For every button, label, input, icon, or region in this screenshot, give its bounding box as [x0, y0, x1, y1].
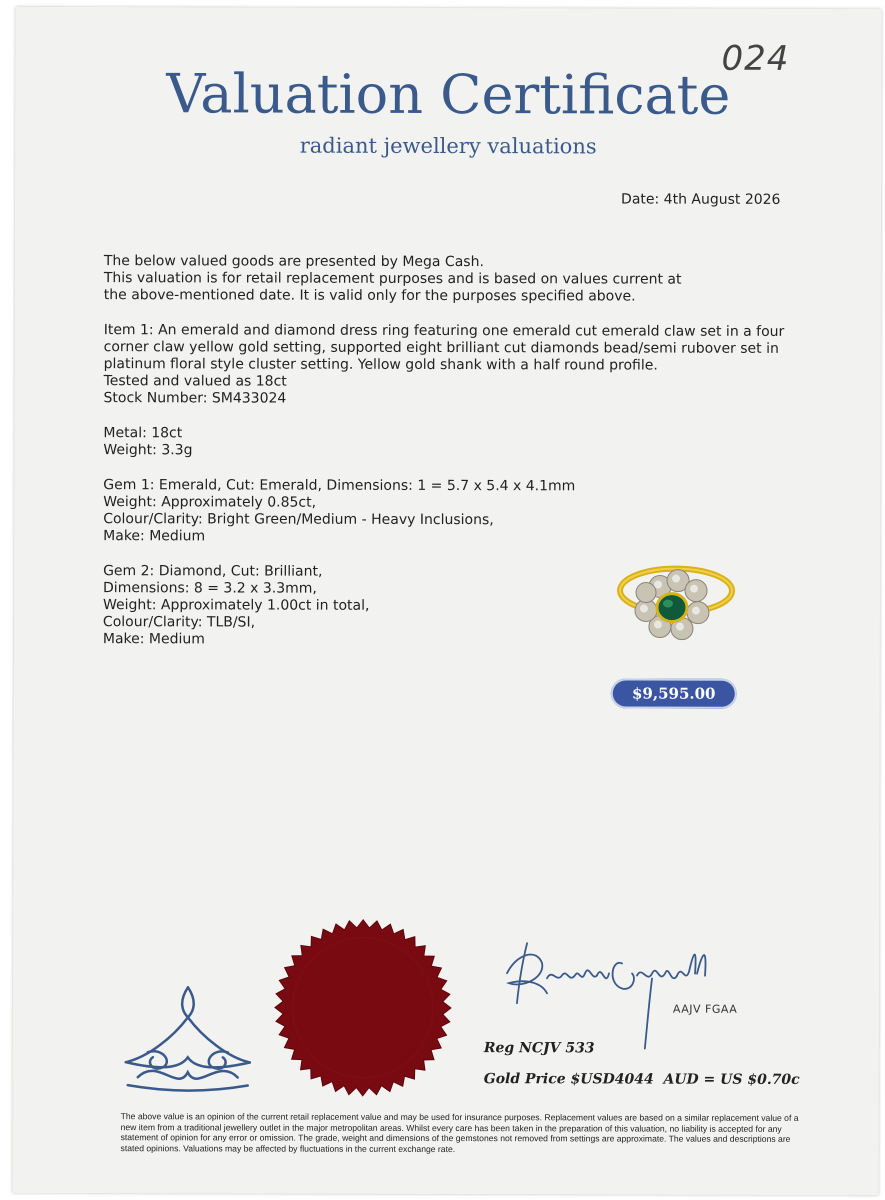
valuation-price-badge: $9,595.00 — [611, 678, 737, 708]
gem1-line: Gem 1: Emerald, Cut: Emerald, Dimensions: 1 = 5.7 x 5.4 x 4.1mm — [103, 477, 576, 495]
item-line: platinum floral style cluster setting. Yellow gold shank with a half round profile. — [103, 356, 658, 374]
intro-line: the above-mentioned date. It is valid only for the purposes specified above. — [103, 287, 636, 305]
intro-line: This valuation is for retail replacement purposes and is based on values current at — [103, 270, 682, 288]
gem1-line: Colour/Clarity: Bright Green/Medium - Heavy Inclusions, — [103, 511, 494, 529]
gem2-line: Dimensions: 8 = 3.2 x 3.3mm, — [103, 580, 317, 597]
item-line: Item 1: An emerald and diamond dress ring featuring one emerald cut emerald claw set in a four — [103, 322, 785, 340]
signatory-qualifications: AAJV FGAA — [672, 1002, 738, 1016]
wax-seal-icon — [273, 918, 453, 1098]
stock-number: Stock Number: SM433024 — [103, 390, 287, 407]
certificate-sheet — [12, 7, 881, 1195]
gem2-line: Colour/Clarity: TLB/SI, — [102, 614, 256, 631]
gem1-line: Make: Medium — [103, 528, 206, 545]
valuation-date: Date: 4th August 2026 — [621, 191, 781, 208]
disclaimer-text: The above value is an opinion of the current retail replacement value and may be used for insurance purposes. Replacement values are based on a similar replacement value of a new item from a traditional jewellery outlet in the major metropolitan areas. Whilst every care has been taken in the preparation of this valuation, no liability is accepted for any statement of opinion for any error or omission. The grade, weight and dimensions of the gemstones not removed from settings are approximate. The values and descriptions are stated opinions. Valuations may be affected by fluctuations in the current exchange rate. — [120, 1111, 799, 1154]
gem2-line: Gem 2: Diamond, Cut: Brilliant, — [103, 563, 323, 580]
gem2-line: Weight: Approximately 1.00ct in total, — [102, 597, 370, 614]
intro-paragraph — [104, 253, 794, 306]
gem2-line: Make: Medium — [102, 631, 205, 648]
item-line: corner claw yellow gold setting, supported eight brilliant cut diamonds bead/semi rubover set in — [103, 339, 779, 357]
gold-price-line: Gold Price $USD4044 AUD = US $0.70c — [483, 1071, 800, 1088]
gem1-line: Weight: Approximately 0.85ct, — [103, 494, 317, 511]
certificate-title: Valuation Certificate — [166, 62, 731, 127]
item-line: Tested and valued as 18ct — [103, 373, 287, 390]
signature-icon — [497, 933, 727, 1054]
handwritten-number: 024 — [721, 38, 790, 79]
ring-photo — [612, 560, 736, 652]
flourish-logo-icon — [118, 977, 258, 1097]
certificate-subtitle: radiant jewellery valuations — [299, 133, 597, 159]
item-description — [104, 322, 794, 409]
registration-number: Reg NCJV 533 — [483, 1040, 595, 1057]
weight-line: Weight: 3.3g — [103, 442, 193, 459]
metal-line: Metal: 18ct — [103, 425, 183, 442]
intro-line: The below valued goods are presented by Mega Cash. — [103, 253, 484, 271]
metal-details — [103, 425, 793, 461]
gem1-details — [103, 477, 793, 547]
